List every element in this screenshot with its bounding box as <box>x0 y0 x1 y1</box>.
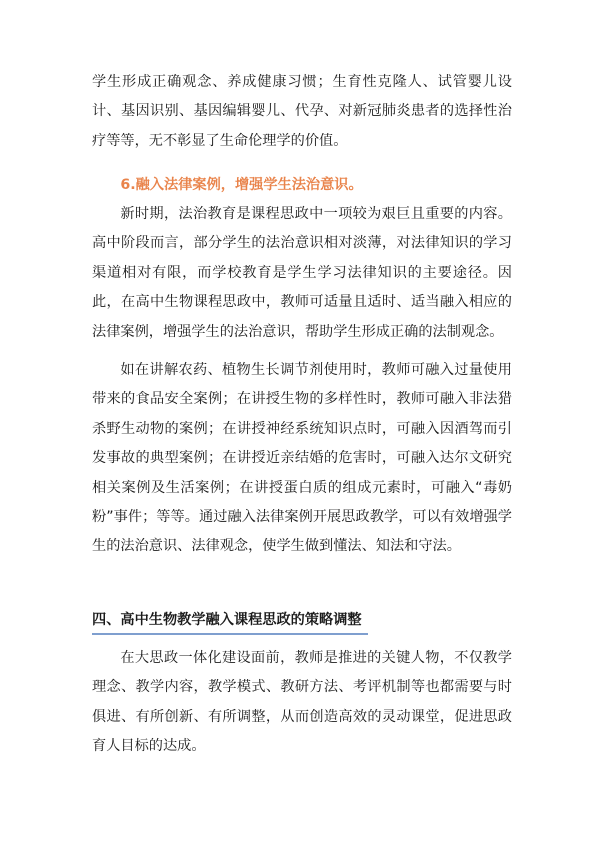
subheading-law-cases: 6.融入法律案例，增强学生法治意识。 <box>120 177 363 193</box>
paragraph-strategy: 在大思政一体化建设面前，教师是推进的关键人物，不仅教学理念、教学内容，教学模式、教研方法、考评机制等也都需要与时俱进、有所创新、有所调整，从而创造高效的灵动课堂，促进思政育人目标的达成。 <box>92 650 512 755</box>
paragraph-law-examples: 如在讲解农药、植物生长调节剂使用时，教师可融入过量使用带来的食品安全案例；在讲授生物的多样性时，教师可融入非法猎杀野生动物的案例；在讲授神经系统知识点时，可融入因酒驾而引发事故的典型案例；在讲授近亲结婚的危害时，可融入达尔文研究相关案例及生活案例；在讲授蛋白质的组成元素时，可融入“毒奶粉”事件；等等。通过融入法律案例开展思政教学，可以有效增强学生的法治意识、法律观念，使学生做到懂法、知法和守法。 <box>92 362 512 555</box>
paragraph-law-education: 新时期，法治教育是课程思政中一项较为艰巨且重要的内容。高中阶段而言，部分学生的法治意识相对淡薄，对法律知识的学习渠道相对有限，而学校教育是学生学习法律知识的主要途径。因此，在高中生物课程思政中，教师可适量且适时、适当融入相应的法律案例，增强学生的法治意识，帮助学生形成正确的法制观念。 <box>92 206 512 340</box>
section-heading-strategy: 四、高中生物教学融入课程思政的策略调整 <box>92 607 368 635</box>
paragraph-bioethics-conclusion: 学生形成正确观念、养成健康习惯；生育性克隆人、试管婴儿设计、基因识别、基因编辑婴儿、代孕、对新冠肺炎患者的选择性治疗等等，无不彰显了生命伦理学的价值。 <box>92 74 512 149</box>
